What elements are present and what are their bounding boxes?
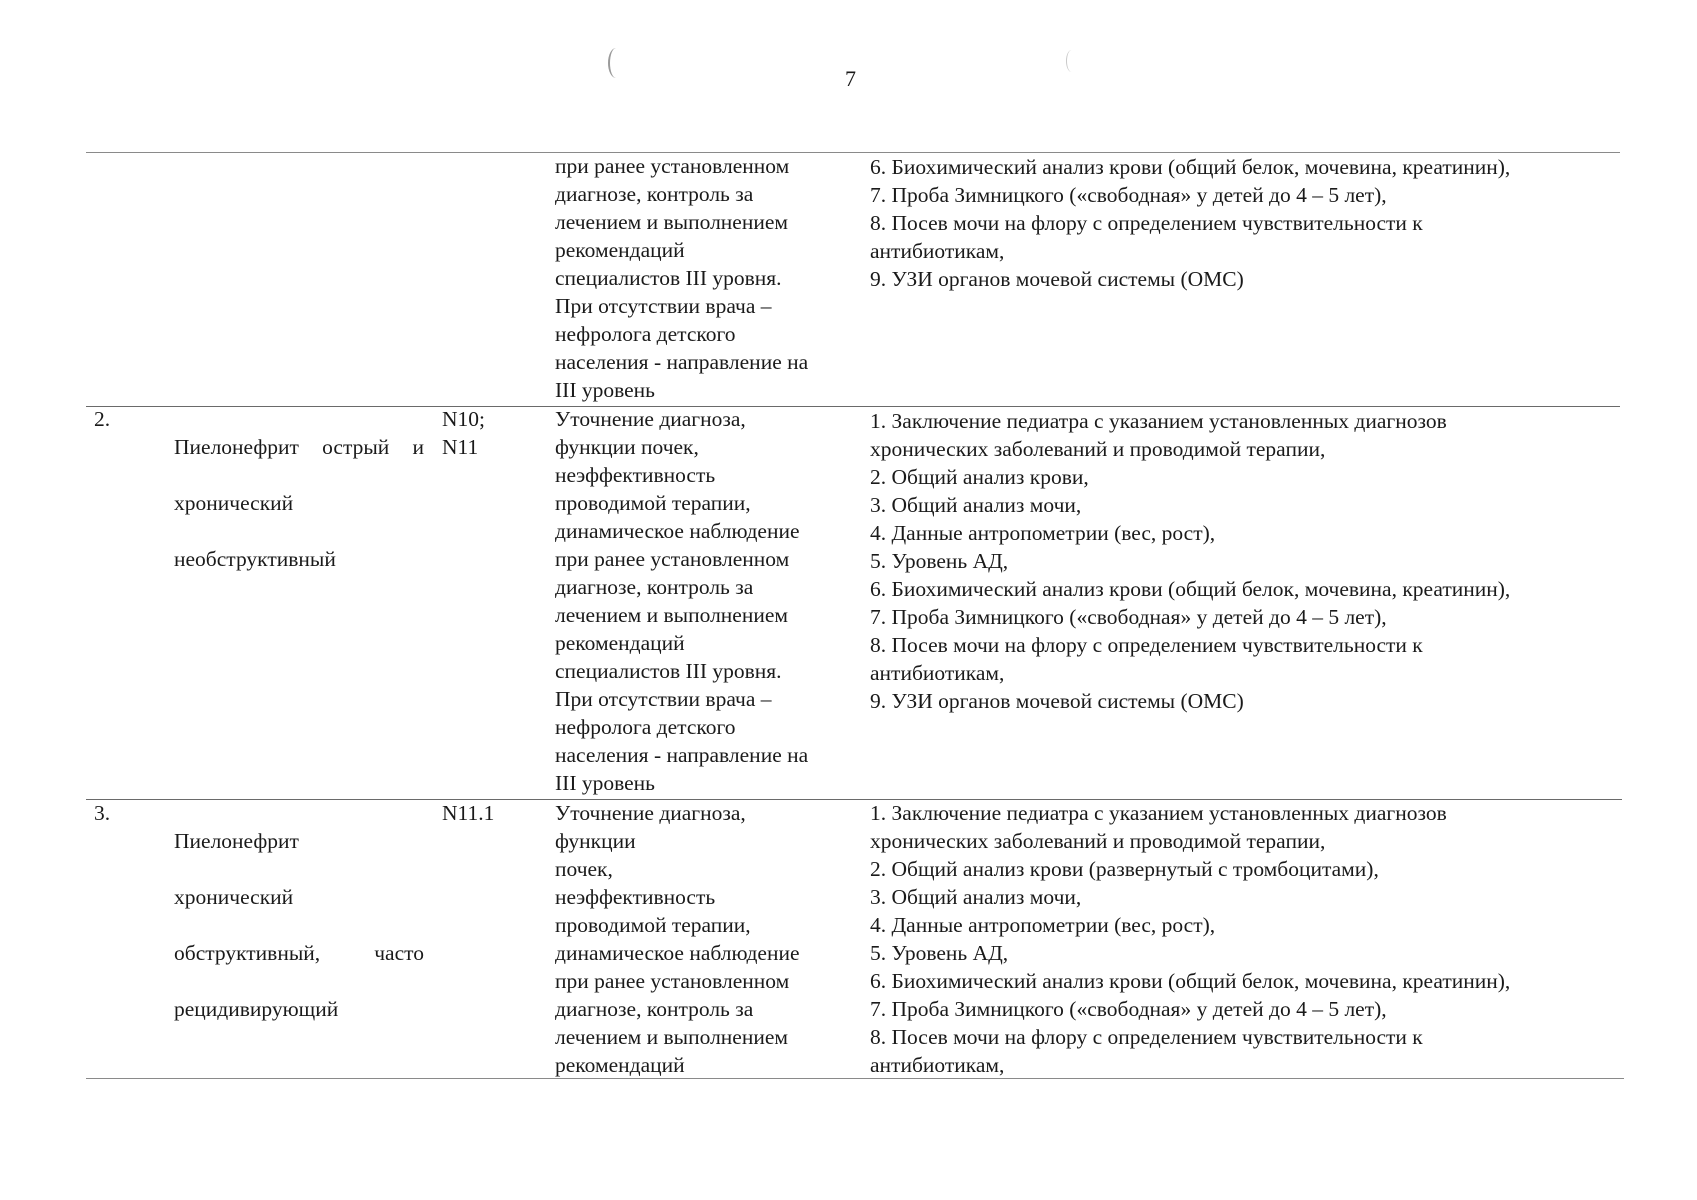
exam-cell: 1. Заключение педиатра с указанием установленных диагнозов хронических заболеваний и проводимой терапии, 2. Общий анализ крови, 3. Общий анализ мочи, 4. Данные антропометрии (вес, рост), 5. Уровень АД, 6. Биохимический анализ крови (общий белок, мочевина, креатинин), 7. Проба Зимницкого («свободная» у детей до 4 – 5 лет), 8. Посев мочи на флору с определением чувствительности к антибиотикам, 9. УЗИ органов мочевой системы (ОМС) <box>870 409 1511 713</box>
goal-cell: при ранее установленном диагнозе, контроль за лечением и выполнением рекомендаций специалистов III уровня. При отсутствии врача – нефролога детского населения - направление на III уровень <box>555 154 809 402</box>
icd-code: N11.1 <box>442 801 495 825</box>
page-number: 7 <box>845 66 856 91</box>
diagnosis-name-line <box>174 939 424 967</box>
word: часто <box>374 941 424 965</box>
word: Пиелонефрит <box>174 435 299 459</box>
scan-mark <box>608 48 624 78</box>
row-number: 2. <box>94 407 111 431</box>
word: обструктивный, <box>174 941 321 965</box>
diagnosis-name-line: рецидивирующий <box>174 997 339 1021</box>
word: и <box>412 435 424 459</box>
goal-cell: Уточнение диагноза, функции почек, неэффективность проводимой терапии, динамическое наблюдение при ранее установленном диагнозе, контроль за лечением и выполнением рекомендаций специалистов III уровня. При отсутствии врача – нефролога детского населения - направление на III уровень <box>555 407 809 795</box>
diagnosis-name-line: необструктивный <box>174 547 336 571</box>
diagnosis-name <box>174 405 424 601</box>
scan-mark <box>1066 50 1077 72</box>
word: острый <box>322 435 390 459</box>
diagnosis-name-line: хронический <box>174 885 294 909</box>
exam-cell: 6. Биохимический анализ крови (общий белок, мочевина, креатинин), 7. Проба Зимницкого («свободная» у детей до 4 – 5 лет), 8. Посев мочи на флору с определением чувствительности к антибиотикам, 9. УЗИ органов мочевой системы (ОМС) <box>870 155 1511 291</box>
diagnosis-name <box>174 799 424 1051</box>
goal-cell: Уточнение диагноза, функции почек, неэффективность проводимой терапии, динамическое наблюдение при ранее установленном диагнозе, контроль за лечением и выполнением рекомендаций <box>555 801 800 1077</box>
row-number: 3. <box>94 801 111 825</box>
exam-cell: 1. Заключение педиатра с указанием установленных диагнозов хронических заболеваний и проводимой терапии, 2. Общий анализ крови (развернутый с тромбоцитами), 3. Общий анализ мочи, 4. Данные антропометрии (вес, рост), 5. Уровень АД, 6. Биохимический анализ крови (общий белок, мочевина, креатинин), 7. Проба Зимницкого («свободная» у детей до 4 – 5 лет), 8. Посев мочи на флору с определением чувствительности к антибиотикам, <box>870 801 1511 1077</box>
diagnosis-name-line: хронический <box>174 491 294 515</box>
icd-code: N10; N11 <box>442 407 485 459</box>
diagnosis-name-line <box>174 433 424 461</box>
diagnosis-name-line: Пиелонефрит <box>174 829 299 853</box>
